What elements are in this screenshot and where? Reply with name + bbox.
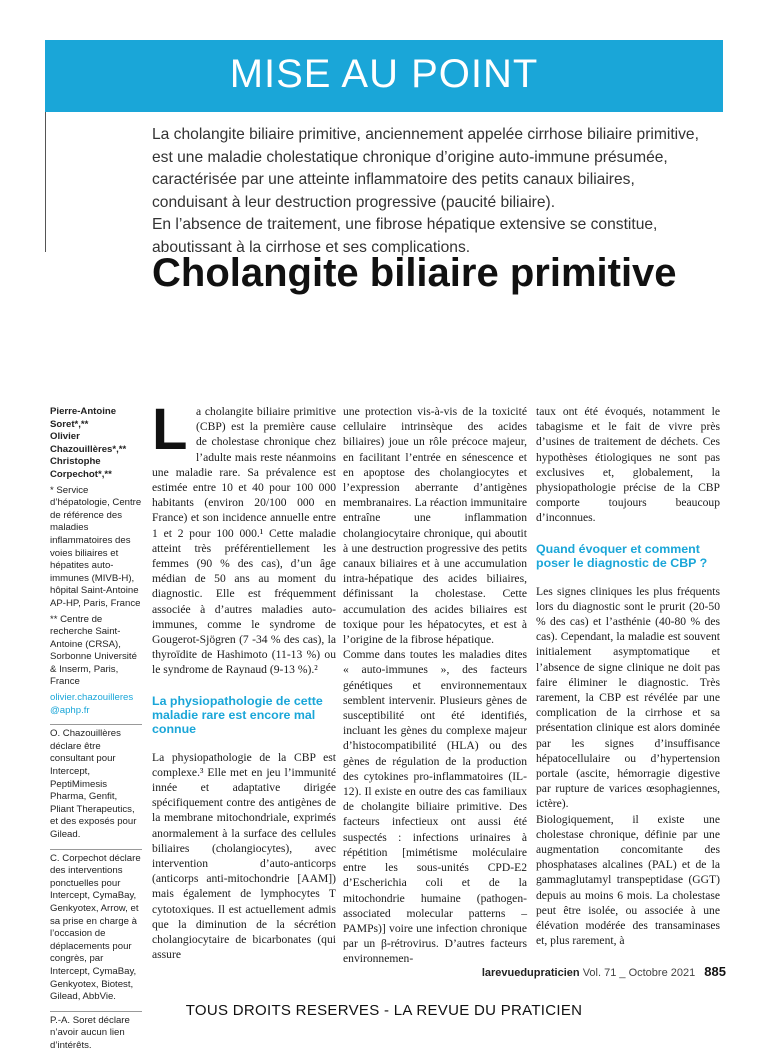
copyright-notice: TOUS DROITS RESERVES - LA REVUE DU PRATICIEN [185, 1002, 583, 1019]
body-paragraph: La physiopathologie de la CBP est complexe.³ Elle met en jeu l’immunité innée et adaptative dirigée spécifiquement contre des antigènes de la membrane mitochondriale, exprimés anormalement à la surface des cellules biliaires (cholangiocytes), avec intervention d’auto-anticorps (anticorps anti-mitochondrie [AAM]) mais également de lymphocytes T cytotoxiques. Il est actuellement admis que la diminution de la sécrétion cholangiocytaire de bicarbonates (qui assure [152, 750, 336, 962]
body-column-2 [343, 404, 527, 967]
paragraph-text: a cholangite biliaire primitive (CBP) est la première cause de cholestase chronique chez l’adulte mais reste néanmoins une maladie rare. Sa prévalence est estimée entre 10 et 40 pour 100 000 habitants (environ 20/100 000 en France) et son incidence annuelle entre 1 et 2 pour 100 000.¹ Cette maladie atteint très préférentiellement les femmes (90 % des cas), d’un âge médian de 50 ans au moment du diagnostic. Elle est fréquemment associée à d’autres maladies auto-immunes, comme le syndrome de Gougerot-Sjögren (7 -34 % des cas), la thyroïdite de Hashimoto (11-13 %) ou le syndrome de Raynaud (9-13 %).² [152, 405, 336, 677]
affiliation: ** Centre de recherche Saint-Antoine (CRSA), Sorbonne Université & Inserm, Paris, France [50, 613, 137, 688]
divider [50, 849, 142, 850]
body-paragraph [152, 397, 336, 678]
affiliation: * Service d’hépatologie, Centre de référence des maladies inflammatoires des voies biliaires et hépatites auto-immunes (MIVB-H), hôpital Saint-Antoine AP-HP, Paris, France [50, 484, 142, 609]
body-paragraph: Les signes cliniques les plus fréquents lors du diagnostic sont le prurit (20-50 % des cas) et l’asthénie (40-80 % des cas). Cependant, la maladie est souvent initialement asymptomatique et l’absence de signe clinique ne doit pas faire éliminer le diagnostic. Très rarement, la CBP est révélée par une complication de la cirrhose et sa présentation clinique est alors dominée par les signes d’insuffisance hépatocellulaire ou d’hypertension portale (ascite, hémorragie digestive par rupture de varices œsophagiennes, ictère). [536, 584, 720, 811]
article-lead [152, 124, 712, 259]
page-number: 885 [704, 964, 726, 979]
author-list [50, 406, 142, 485]
conflict-of-interest: P.-A. Soret déclare n’avoir aucun lien d’intérêts. [50, 1014, 130, 1051]
section-title: MISE AU POINT [229, 52, 539, 96]
article-title: Cholangite biliaire primitive [152, 251, 677, 295]
lead-paragraph: La cholangite biliaire primitive, anciennement appelée cirrhose biliaire primitive, est une maladie cholestatique chronique d’origine auto-immune présumée, caractérisée par une atteinte inflammatoire des petits canaux biliaires, conduisant à leur destruction progressive (paucité biliaire). [152, 126, 699, 211]
journal-brand: larevuedupraticien [481, 967, 580, 979]
section-heading: La physiopathologie de cette maladie rare est encore mal connue [152, 693, 323, 736]
author-name: Pierre-Antoine Soret*,** [50, 406, 117, 430]
body-column-3 [536, 404, 720, 949]
section-heading: Quand évoquer et comment poser le diagnostic de CBP ? [536, 541, 708, 570]
drop-cap: L [152, 397, 188, 462]
body-paragraph: une protection vis-à-vis de la toxicité cellulaire intrinsèque des acides biliaires) joue un rôle précoce majeur, en facilitant l’entrée en sénescence et en apoptose des cholangiocytes et l’expression aberrante d’antigènes membranaires. La réaction immunitaire entraîne une inflammation cholangiocytaire chronique, qui aboutit à une destruction progressive des petits canaux biliaires et à une accumulation intra-hépatique des acides biliaires, définissant la cholestase. Cette accumulation des acides biliaires est toxique pour les hépatocytes, et est à l’origine de la fibrose hépatique. [343, 405, 527, 647]
author-sidebar [50, 406, 142, 1056]
body-paragraph: taux ont été évoqués, notamment le tabagisme et le fait de vivre près d’usines de traitement de déchets. Ces hypothèses étiologiques ne sont pas exclusives et, globalement, la physiopathologie précise de la CBP comporte toujours beaucoup d’inconnues. [536, 405, 720, 525]
author-email-link[interactable]: olivier.chazouilleres @aphp.fr [50, 692, 134, 716]
body-column-1 [152, 397, 336, 963]
issue-info: Vol. 71 _ Octobre 2021 [582, 967, 696, 979]
page-footer [482, 964, 726, 979]
body-paragraph: Biologiquement, il existe une cholestase chronique, définie par une augmentation concomitante des phosphatases alcalines (PAL) et de la gammaglutamyl transpeptidase (GGT) depuis au moins 6 mois. La cholestase peut être isolée, ou associée à une élévation modérée des transaminases et, plus rarement, à [536, 812, 720, 948]
divider [50, 724, 142, 725]
section-banner [45, 40, 723, 112]
lead-paragraph: En l’absence de traitement, une fibrose hépatique extensive se constitue, aboutissant à la cirrhose et ses complications. [152, 216, 658, 256]
author-name: Christophe Corpechot*,** [50, 456, 112, 480]
body-paragraph: Comme dans toutes les maladies dites « auto-immunes », des facteurs génétiques et environnementaux semblent intervenir. Plusieurs gènes de susceptibilité ont été identifiés, incluant les gènes du complexe majeur d’histocompatibilité (HLA) ou des gènes de régulation de la production des cytokines pro-inflammatoires (IL-12). Il existe en outre des cas familiaux de cholangite biliaire primitive. Des facteurs infectieux ont aussi été suspectés : infections urinaires à répétition [mimétisme moléculaire entre les sous-unités CPD-E2 d’Escherichia coli et de la mitochondrie humaine (pathogen-associated molecular patterns – PAMPs)] voire une infection chronique par un β-rétrovirus. D’autres facteurs environnemen- [343, 648, 527, 966]
divider [45, 112, 46, 252]
conflict-of-interest: O. Chazouillères déclare être consultant pour Intercept, PeptiMimesis Pharma, Genfit, Pliant Therapeutics, et des exposés pour Gilead. [50, 728, 137, 840]
author-name: Olivier Chazouillères*,** [50, 431, 127, 455]
conflict-of-interest: C. Corpechot déclare des interventions ponctuelles pour Intercept, CymaBay, Genkyotex, Arrow, et sa prise en charge à l’occasion de déplacements pour congrès, par Intercept, CymaBay, Genkyotex, Biotest, Gilead, AbbVie. [50, 852, 141, 1003]
